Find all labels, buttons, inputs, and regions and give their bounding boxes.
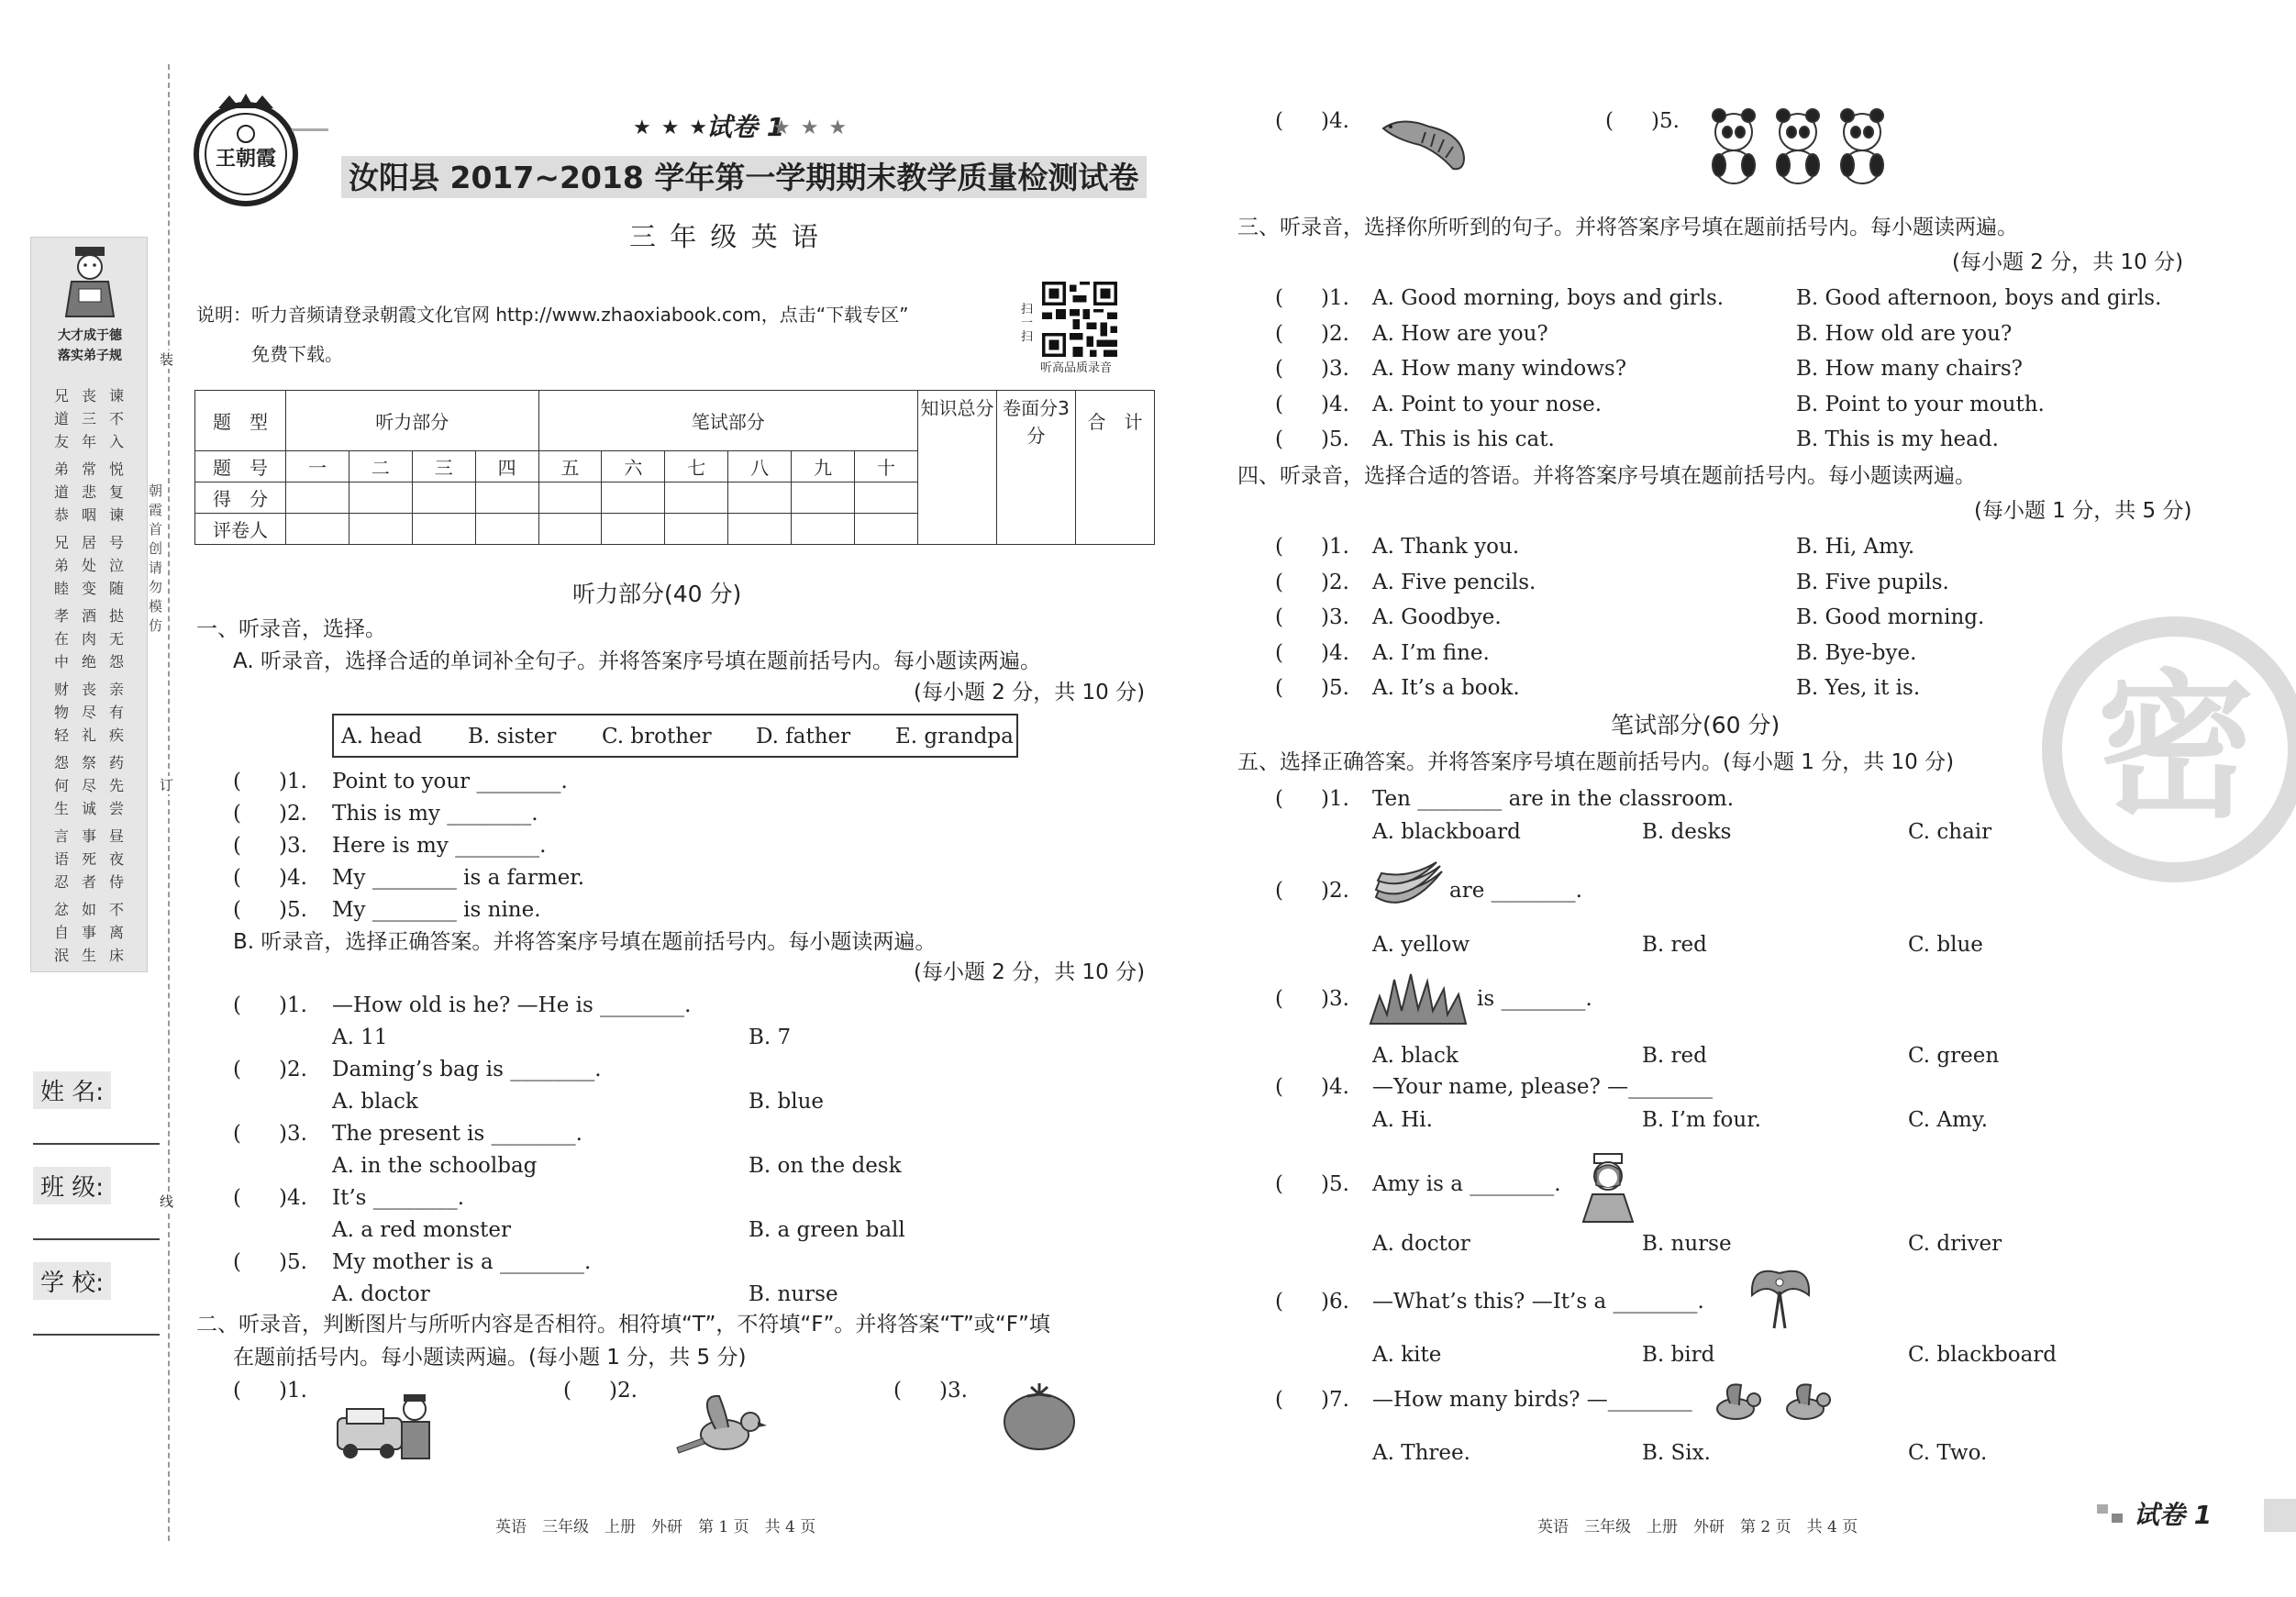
answer-bracket[interactable]: ( xyxy=(1275,1388,1283,1412)
score-cell[interactable] xyxy=(602,482,665,514)
write-section-title: 笔试部分(60 分) xyxy=(1611,712,1780,738)
score-cell[interactable] xyxy=(728,482,792,514)
q1b-item[interactable]: ( )1. xyxy=(233,993,307,1017)
motto-column: 弟道恭 xyxy=(53,460,69,524)
answer-bracket[interactable]: ( xyxy=(233,1250,241,1274)
option-a[interactable]: A. Goodbye. xyxy=(1372,605,1502,629)
option-b[interactable]: B. on the desk xyxy=(749,1154,902,1178)
cut-mark: 装 xyxy=(160,350,178,369)
option-b[interactable]: B. desks xyxy=(1642,820,1732,844)
option-word: C. brother xyxy=(602,725,712,749)
q2-item-2[interactable]: ( )2. xyxy=(563,1379,638,1403)
q2-item-1[interactable]: ( )1. xyxy=(233,1379,307,1403)
q5-item[interactable]: ( )6. xyxy=(1275,1290,1349,1314)
question-text: —How old is he? —He is ________. xyxy=(332,993,692,1017)
motto-column: 如事生 xyxy=(81,901,96,964)
option-b[interactable]: B. nurse xyxy=(1642,1232,1732,1256)
answer-bracket[interactable]: ( xyxy=(1275,535,1283,559)
option-b[interactable]: B. How many chairs? xyxy=(1796,357,2023,381)
q5-item[interactable]: ( )4. xyxy=(1275,1075,1349,1099)
q3-item[interactable]: ( )3. xyxy=(1275,357,1349,381)
option-c[interactable]: C. blue xyxy=(1908,933,1983,957)
option-b[interactable]: B. Bye-bye. xyxy=(1796,640,1917,665)
nurse-icon xyxy=(1578,1152,1638,1225)
score-table xyxy=(194,390,1155,545)
question-text: is ________. xyxy=(1477,987,1592,1011)
motto-column: 财物轻 xyxy=(53,681,69,744)
grader-cell[interactable] xyxy=(602,514,665,545)
q1a-points: (每小题 2 分，共 10 分) xyxy=(914,681,1146,704)
q4-item[interactable]: ( )1. xyxy=(1275,535,1349,559)
option-b[interactable]: B. How old are you? xyxy=(1796,321,2013,346)
option-b[interactable]: B. 7 xyxy=(749,1026,792,1049)
score-cell[interactable] xyxy=(412,482,475,514)
option-b[interactable]: B. Six. xyxy=(1642,1441,1711,1465)
answer-bracket[interactable]: ( xyxy=(1275,286,1283,310)
motto-column: 号泣随 xyxy=(108,534,124,597)
question-number: 三 xyxy=(412,451,475,482)
option-c[interactable]: C. driver xyxy=(1908,1232,2002,1256)
footer-series: 试卷 1 xyxy=(2134,1500,2213,1530)
motto-column: 药先尝 xyxy=(108,754,124,817)
corner-band xyxy=(2264,1499,2296,1532)
q1a-item[interactable]: ( )1. xyxy=(233,770,307,793)
option-c[interactable]: C. Amy. xyxy=(1908,1108,1989,1132)
bananas-icon xyxy=(1370,860,1447,915)
ribbon xyxy=(292,128,328,131)
option-c[interactable]: C. green xyxy=(1908,1044,2000,1068)
answer-bracket[interactable]: ( xyxy=(1275,427,1283,451)
grader-label: 评卷人 xyxy=(195,514,286,545)
logo-text: 王朝霞 xyxy=(215,148,276,171)
motto-column: 谏不入 xyxy=(108,387,124,450)
motto-strip xyxy=(30,237,148,972)
motto-column: 怨何生 xyxy=(53,754,69,817)
question-text: Amy is a ________. xyxy=(1372,1172,1561,1196)
option-b[interactable]: B. Hi, Amy. xyxy=(1796,535,1915,559)
question-text: My ________ is a farmer. xyxy=(332,866,585,890)
option-word: B. sister xyxy=(468,725,557,749)
answer-bracket[interactable]: ( xyxy=(233,1186,241,1210)
answer-bracket[interactable]: ( xyxy=(1275,879,1283,903)
option-a[interactable]: A. black xyxy=(332,1090,418,1114)
motto-column: 丧尽礼 xyxy=(81,681,96,744)
option-b[interactable]: B. blue xyxy=(749,1090,825,1114)
q3-item[interactable]: ( )1. xyxy=(1275,286,1349,310)
question-number: 七 xyxy=(665,451,728,482)
police-car-icon xyxy=(330,1381,440,1462)
option-a[interactable]: A. Point to your nose. xyxy=(1372,392,1603,416)
scholar-icon xyxy=(59,243,121,320)
q1a-item[interactable]: ( )5. xyxy=(233,898,307,922)
question-text: The present is ________. xyxy=(332,1122,582,1146)
listen-label: 听力部分 xyxy=(286,391,539,451)
option-a[interactable]: A. a red monster xyxy=(332,1218,512,1242)
grader-cell[interactable] xyxy=(665,514,728,545)
q3-item[interactable]: ( )2. xyxy=(1275,321,1349,346)
question-text: are ________. xyxy=(1449,879,1582,903)
motto-column: 兄弟睦 xyxy=(53,534,69,597)
number-label: 题 号 xyxy=(195,451,286,482)
motto-column: 兄道友 xyxy=(53,387,69,450)
motto-column: 常悲咽 xyxy=(81,460,96,524)
option-a[interactable]: A. kite xyxy=(1372,1343,1442,1367)
option-a[interactable]: A. doctor xyxy=(1372,1232,1470,1256)
q4-item[interactable]: ( )4. xyxy=(1275,640,1349,665)
question-text: This is my ________. xyxy=(332,802,538,826)
answer-bracket[interactable]: ( xyxy=(233,802,241,826)
q5-title: 五、选择正确答案。并将答案序号填在题前括号内。(每小题 1 分，共 10 分) xyxy=(1237,750,1955,774)
question-text: —How many birds? —________ xyxy=(1372,1388,1692,1412)
question-number: 二 xyxy=(349,451,412,482)
answer-bracket[interactable]: ( xyxy=(233,770,241,793)
motto-column: 挞无怨 xyxy=(108,607,124,671)
q2-title: 二、听录音，判断图片与所听内容是否相符。相符填“T”，不符填“F”。并将答案“T”或“F”填 xyxy=(196,1313,1050,1336)
q4-item[interactable]: ( )3. xyxy=(1275,605,1349,629)
score-cell[interactable] xyxy=(855,482,918,514)
option-a[interactable]: A. Good morning, boys and girls. xyxy=(1372,286,1725,310)
q5-item[interactable]: ( )3. xyxy=(1275,987,1349,1011)
class-label: 班 级: xyxy=(33,1167,111,1204)
question-number: 八 xyxy=(728,451,792,482)
motto-column: 不离床 xyxy=(108,901,124,964)
answer-bracket[interactable]: ( xyxy=(233,834,241,858)
option-a[interactable]: A. Three. xyxy=(1372,1441,1470,1465)
q5-item[interactable]: ( )5. xyxy=(1275,1172,1349,1196)
warning-text: 朝霞首创 请勿模仿 xyxy=(149,482,163,634)
option-c[interactable]: C. chair xyxy=(1908,820,1992,844)
q2-item-4[interactable]: ( )4. xyxy=(1275,109,1349,133)
total-label: 合 计 xyxy=(1076,391,1155,545)
option-b[interactable]: B. Yes, it is. xyxy=(1796,676,1921,700)
subject-title: 三 年 级 英 语 xyxy=(629,221,821,252)
option-a[interactable]: A. Hi. xyxy=(1372,1108,1433,1132)
note-line: 免费下载。 xyxy=(251,343,343,365)
kite-bird-icon xyxy=(1747,1264,1814,1337)
score-cell[interactable] xyxy=(792,482,855,514)
corner-mark xyxy=(2112,1514,2123,1523)
q1b-item[interactable]: ( )2. xyxy=(233,1058,307,1081)
q1a-item[interactable]: ( )4. xyxy=(233,866,307,890)
q5-item[interactable]: ( )7. xyxy=(1275,1388,1349,1412)
option-a[interactable]: A. in the schoolbag xyxy=(332,1154,538,1178)
q1a-item[interactable]: ( )2. xyxy=(233,802,307,826)
q4-item[interactable]: ( )2. xyxy=(1275,570,1349,594)
motto-column: 事死者 xyxy=(81,827,96,891)
question-text: My mother is a ________. xyxy=(332,1250,592,1274)
question-text: Point to your ________. xyxy=(332,770,568,793)
q4-item[interactable]: ( )5. xyxy=(1275,676,1349,700)
option-a[interactable]: A. I’m fine. xyxy=(1372,640,1490,665)
motto-column: 祭尽诚 xyxy=(81,754,96,817)
answer-bracket[interactable]: ( xyxy=(1275,392,1283,416)
type-label: 题 型 xyxy=(195,391,286,451)
answer-bracket[interactable]: ( xyxy=(233,866,241,890)
write-label: 笔试部分 xyxy=(538,391,917,451)
grader-cell[interactable] xyxy=(855,514,918,545)
pandas-icon xyxy=(1706,105,1890,187)
option-b[interactable]: B. red xyxy=(1642,1044,1707,1068)
class-field[interactable] xyxy=(33,1238,160,1240)
answer-bracket[interactable]: ( xyxy=(1275,787,1283,811)
grader-cell[interactable] xyxy=(792,514,855,545)
option-a[interactable]: A. doctor xyxy=(332,1282,430,1306)
page-title: 汝阳县 2017~2018 学年第一学期期末教学质量检测试卷 xyxy=(349,160,1139,195)
q2-item-3[interactable]: ( )3. xyxy=(893,1379,968,1403)
option-c[interactable]: C. Two. xyxy=(1908,1441,1988,1465)
word-options-box xyxy=(332,714,1018,758)
motto-column: 忿自泯 xyxy=(53,901,69,964)
answer-bracket[interactable]: ( xyxy=(1275,987,1283,1011)
motto-column: 言语忍 xyxy=(53,827,69,891)
stars-left-icon: ★ ★ ★ xyxy=(633,116,710,139)
question-number: 一 xyxy=(286,451,349,482)
score-cell[interactable] xyxy=(538,482,602,514)
q3-item[interactable]: ( )5. xyxy=(1275,427,1349,451)
knowledge-label: 知识总分 xyxy=(918,391,997,545)
option-a[interactable]: A. How many windows? xyxy=(1372,357,1627,381)
option-b[interactable]: B. Good afternoon, boys and girls. xyxy=(1796,286,2162,310)
option-word: E. grandpa xyxy=(895,725,1014,749)
option-b[interactable]: B. This is my head. xyxy=(1796,427,1999,451)
option-b[interactable]: B. a green ball xyxy=(749,1218,905,1242)
answer-bracket[interactable]: ( xyxy=(1275,1172,1283,1196)
option-b[interactable]: B. bird xyxy=(1642,1343,1715,1367)
option-word: A. head xyxy=(341,725,423,749)
q5-item[interactable]: ( )2. xyxy=(1275,879,1349,903)
answer-bracket[interactable]: ( xyxy=(1275,321,1283,346)
question-text: —What’s this? —It’s a ________. xyxy=(1372,1290,1704,1314)
option-b[interactable]: B. nurse xyxy=(749,1282,838,1306)
q1b-points: (每小题 2 分，共 10 分) xyxy=(914,960,1146,984)
question-text: Here is my ________. xyxy=(332,834,547,858)
q4-title: 四、听录音，选择合适的答语。并将答案序号填在题前括号内。每小题读两遍。 xyxy=(1237,464,1976,488)
motto-column: 亲有疾 xyxy=(108,681,124,744)
option-b[interactable]: B. Point to your mouth. xyxy=(1796,392,2045,416)
q2-title: 在题前括号内。每小题读两遍。(每小题 1 分，共 5 分) xyxy=(233,1346,747,1370)
question-number: 十 xyxy=(855,451,918,482)
q3-item[interactable]: ( )4. xyxy=(1275,392,1349,416)
answer-bracket[interactable]: ( xyxy=(233,1058,241,1081)
answer-bracket[interactable]: ( xyxy=(1275,605,1283,629)
slogan: 大才成于德 xyxy=(58,328,122,343)
cut-mark: 订 xyxy=(160,776,178,794)
motto-column: 昼夜侍 xyxy=(108,827,124,891)
q1b-item[interactable]: ( )3. xyxy=(233,1122,307,1146)
neatness-label: 卷面分3分 xyxy=(997,391,1076,545)
grader-cell[interactable] xyxy=(538,514,602,545)
footer-left: 英语 三年级 上册 外研 第 1 页 共 4 页 xyxy=(495,1518,816,1536)
corner-mark xyxy=(2097,1504,2108,1514)
answer-bracket[interactable]: ( xyxy=(1275,570,1283,594)
q1b-item[interactable]: ( )4. xyxy=(233,1186,307,1210)
motto-column: 孝在中 xyxy=(53,607,69,671)
bird-icon xyxy=(671,1387,774,1464)
motto-column: 酒肉绝 xyxy=(81,607,96,671)
grader-cell[interactable] xyxy=(412,514,475,545)
answer-bracket[interactable]: ( xyxy=(1275,1290,1283,1314)
seal-char: 密 xyxy=(2097,655,2255,839)
q1a-title: A. 听录音，选择合适的单词补全句子。并将答案序号填在题前括号内。每小题读两遍。 xyxy=(233,649,1041,673)
tomato-icon xyxy=(1000,1381,1079,1451)
question-text: —Your name, please? —________ xyxy=(1372,1075,1714,1099)
grader-cell[interactable] xyxy=(475,514,538,545)
footer-right: 英语 三年级 上册 外研 第 2 页 共 4 页 xyxy=(1537,1518,1858,1536)
option-b[interactable]: B. I’m four. xyxy=(1642,1108,1761,1132)
grader-cell[interactable] xyxy=(349,514,412,545)
answer-bracket[interactable]: ( xyxy=(233,1122,241,1146)
question-number: 五 xyxy=(538,451,602,482)
stars-right-icon: ★ ★ ★ xyxy=(772,116,849,139)
option-a[interactable]: A. black xyxy=(1372,1044,1459,1068)
name-label: 姓 名: xyxy=(33,1071,111,1109)
q4-points: (每小题 1 分，共 5 分) xyxy=(1974,499,2192,523)
q3-points: (每小题 2 分，共 10 分) xyxy=(1952,250,2184,274)
motto-column: 丧三年 xyxy=(81,387,96,450)
question-text: My ________ is nine. xyxy=(332,898,541,922)
answer-bracket[interactable]: ( xyxy=(233,993,241,1017)
note-line: 说明：听力音频请登录朝霞文化官网 http://www.zhaoxiabook.com，点击“下载专区” xyxy=(196,304,909,326)
option-word: D. father xyxy=(756,725,851,749)
option-b[interactable]: B. Five pupils. xyxy=(1796,570,1949,594)
grass-icon xyxy=(1367,969,1470,1026)
listen-section-title: 听力部分(40 分) xyxy=(572,581,742,607)
score-cell[interactable] xyxy=(286,482,349,514)
grader-cell[interactable] xyxy=(728,514,792,545)
answer-bracket[interactable]: ( xyxy=(233,898,241,922)
question-number: 六 xyxy=(602,451,665,482)
score-cell[interactable] xyxy=(349,482,412,514)
school-label: 学 校: xyxy=(33,1262,111,1300)
answer-bracket[interactable]: ( xyxy=(1275,357,1283,381)
score-cell[interactable] xyxy=(475,482,538,514)
answer-bracket[interactable]: ( xyxy=(1275,676,1283,700)
score-label: 得 分 xyxy=(195,482,286,514)
answer-bracket[interactable]: ( xyxy=(1275,1075,1283,1099)
cut-mark: 线 xyxy=(160,1192,178,1211)
option-a[interactable]: A. 11 xyxy=(332,1026,388,1049)
answer-bracket[interactable]: ( xyxy=(1275,640,1283,665)
question-number: 九 xyxy=(792,451,855,482)
score-cell[interactable] xyxy=(665,482,728,514)
q1b-item[interactable]: ( )5. xyxy=(233,1250,307,1274)
two-birds-icon xyxy=(1708,1380,1840,1431)
school-field[interactable] xyxy=(33,1334,160,1336)
q1-title: 一、听录音，选择。 xyxy=(196,617,386,641)
motto-column: 居处变 xyxy=(81,534,96,597)
q1b-title: B. 听录音，选择正确答案。并将答案序号填在题前括号内。每小题读两遍。 xyxy=(233,930,937,954)
option-b[interactable]: B. red xyxy=(1642,933,1707,957)
armadillo-icon xyxy=(1374,106,1475,174)
name-field[interactable] xyxy=(33,1143,160,1145)
question-text: Ten ________ are in the classroom. xyxy=(1372,787,1735,811)
option-a[interactable]: A. This is his cat. xyxy=(1372,427,1555,451)
option-b[interactable]: B. Good morning. xyxy=(1796,605,1985,629)
qr-scan-label: 扫一扫 xyxy=(1021,303,1034,344)
q3-title: 三、听录音，选择你所听到的句子。并将答案序号填在题前括号内。每小题读两遍。 xyxy=(1237,216,2018,239)
question-text: Daming’s bag is ________. xyxy=(332,1058,602,1081)
q5-item[interactable]: ( )1. xyxy=(1275,787,1349,811)
motto-column: 悦复谏 xyxy=(108,460,124,524)
grader-cell[interactable] xyxy=(286,514,349,545)
option-a[interactable]: A. It’s a book. xyxy=(1372,676,1520,700)
q2-item-5[interactable]: ( )5. xyxy=(1605,109,1680,133)
question-number: 四 xyxy=(475,451,538,482)
option-c[interactable]: C. blackboard xyxy=(1908,1343,2058,1367)
slogan: 落实弟子规 xyxy=(58,349,122,363)
option-a[interactable]: A. yellow xyxy=(1372,933,1470,957)
cut-line xyxy=(168,64,170,1541)
question-text: It’s ________. xyxy=(332,1186,465,1210)
q1a-item[interactable]: ( )3. xyxy=(233,834,307,858)
series-label: 试卷 1 xyxy=(706,112,785,142)
option-a[interactable]: A. Five pencils. xyxy=(1372,570,1536,594)
option-a[interactable]: A. blackboard xyxy=(1372,820,1521,844)
option-a[interactable]: A. Thank you. xyxy=(1372,535,1520,559)
option-a[interactable]: A. How are you? xyxy=(1372,321,1548,346)
qr-caption: 听高品质录音 xyxy=(1040,361,1113,375)
qr-code-icon[interactable] xyxy=(1039,282,1120,357)
